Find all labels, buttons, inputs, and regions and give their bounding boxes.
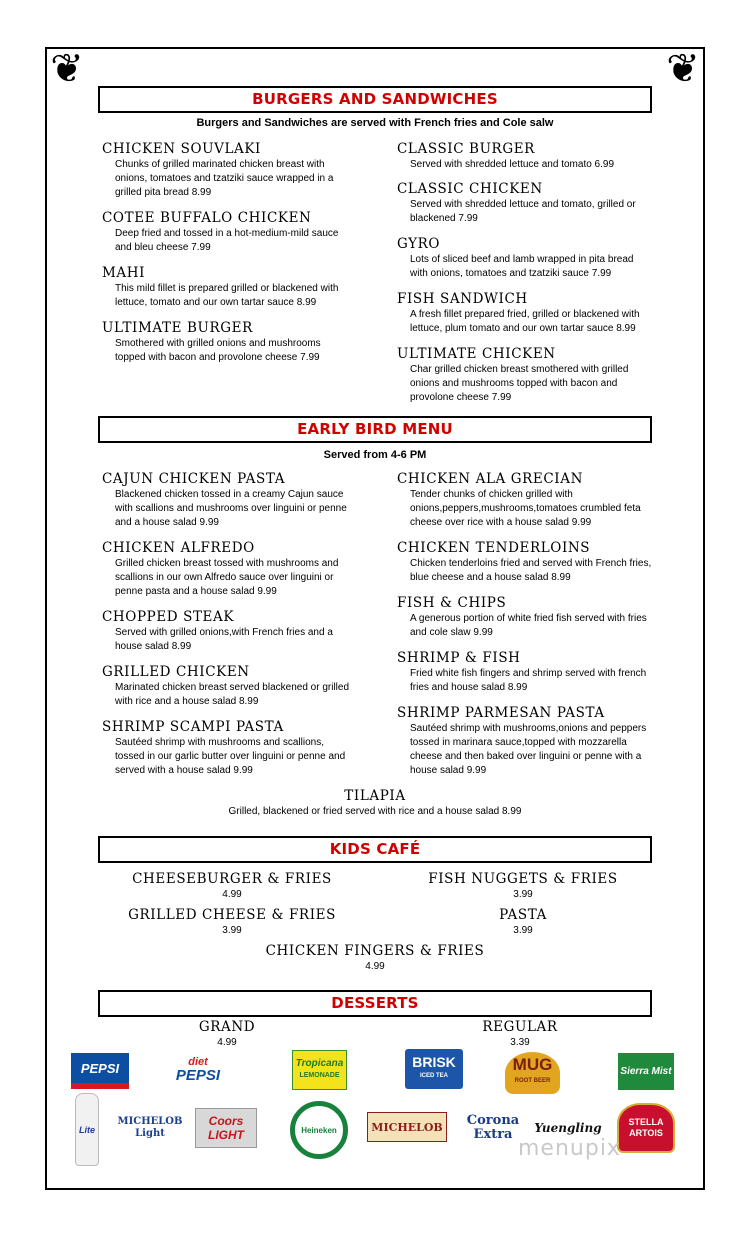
kids-item — [102, 871, 362, 902]
dessert-size — [460, 1019, 580, 1050]
coors-light-logo — [195, 1108, 257, 1148]
menu-item — [102, 664, 352, 709]
kids-item — [245, 943, 505, 974]
logo-text: diet — [188, 1056, 208, 1068]
sierra-mist-logo — [618, 1053, 674, 1090]
pepsi-logo — [71, 1053, 129, 1089]
menu-item — [397, 650, 652, 695]
kids-item — [102, 907, 362, 938]
item-name: CHEESEBURGER & FRIES — [132, 871, 332, 887]
item-description: A fresh fillet prepared fried, grilled or blackened with lettuce, plum tomato and our own tartar sauce 8.99 — [410, 309, 640, 334]
item-description: Served with shredded lettuce and tomato 6.99 — [410, 159, 615, 170]
item-description: Deep fried and tossed in a hot-medium-mild sauce and bleu cheese 7.99 — [115, 228, 339, 253]
item-name: GRILLED CHICKEN — [102, 664, 250, 680]
menu-item — [397, 540, 652, 585]
menu-item — [102, 471, 352, 530]
logo-text: STELLA ARTOIS — [628, 1117, 664, 1138]
heineken-logo — [290, 1101, 348, 1159]
watermark: menupix — [518, 1136, 621, 1161]
item-name: CAJUN CHICKEN PASTA — [102, 471, 286, 487]
item-name: CLASSIC BURGER — [397, 141, 535, 157]
tropicana-logo — [292, 1050, 347, 1090]
logo-text: Tropicana — [295, 1058, 344, 1069]
item-price: 3.99 — [513, 925, 533, 936]
item-name: CHICKEN FINGERS & FRIES — [265, 943, 485, 959]
item-description: This mild fillet is prepared grilled or blackened with lettuce, tomato and our own tartar sauce 8.99 — [115, 283, 339, 308]
menu-item-centered — [200, 788, 550, 819]
menu-item — [397, 595, 652, 640]
item-price: 4.99 — [365, 961, 385, 972]
item-name: FISH SANDWICH — [397, 291, 528, 307]
logo-text: PEPSI — [175, 1067, 221, 1084]
logo-text: MICHELOB Light — [117, 1116, 183, 1139]
section-subtitle-early-bird: Served from 4-6 PM — [323, 449, 427, 461]
item-description: Sautéed shrimp with mushrooms,onions and peppers tossed in marinara sauce,topped with mozzarella cheese and then baked over linguini or penne with a house salad 9.99 — [410, 723, 647, 776]
section-subtitle-burgers: Burgers and Sandwiches are served with French fries and Cole salw — [196, 117, 554, 129]
item-name: COTEE BUFFALO CHICKEN — [102, 210, 312, 226]
logo-text: ROOT BEER — [514, 1078, 551, 1084]
mug-root-beer-logo — [505, 1052, 560, 1094]
item-name: CHICKEN ALFREDO — [102, 540, 255, 556]
corona-extra-logo — [461, 1104, 525, 1152]
brisk-logo — [405, 1049, 463, 1089]
item-price: 3.39 — [510, 1037, 530, 1048]
item-name: SHRIMP & FISH — [397, 650, 521, 666]
michelob-logo — [367, 1112, 447, 1142]
section-title-kids: KIDS CAFÉ — [98, 836, 652, 863]
item-description: Grilled, blackened or fried served with rice and a house salad 8.99 — [228, 806, 522, 817]
menu-item — [102, 141, 347, 200]
item-description: Smothered with grilled onions and mushrooms topped with bacon and provolone cheese 7.99 — [115, 338, 321, 363]
item-description: Sautéed shrimp with mushrooms and scallions, tossed in our garlic butter over linguini or penne and served with a house salad 9.99 — [115, 737, 346, 776]
menu-item — [102, 609, 352, 654]
item-description: Blackened chicken tossed in a creamy Cajun sauce with scallions and mushrooms over linguini or penne and a house salad 9.99 — [115, 489, 347, 528]
stella-artois-logo — [617, 1103, 675, 1153]
menu-item — [397, 236, 652, 281]
menu-item — [397, 471, 652, 530]
item-description: Fried white fish fingers and shrimp served with french fries and house salad 8.99 — [410, 668, 647, 693]
item-description: Lots of sliced beef and lamb wrapped in pita bread with onions, tomatoes and tzatziki sauce 7.99 — [410, 254, 634, 279]
logo-text: Yuengling — [534, 1121, 602, 1135]
logo-text: MUG — [512, 1055, 553, 1074]
logo-text: Sierra Mist — [620, 1066, 672, 1077]
item-description: Tender chunks of chicken grilled with onions,peppers,mushrooms,tomatoes crumbled feta cheese over rice with a house salad 9.99 — [410, 489, 641, 528]
menu-item — [397, 705, 652, 778]
miller-lite-bottle-logo — [75, 1093, 99, 1166]
item-name: TILAPIA — [344, 788, 406, 804]
item-description: Marinated chicken breast served blackened or grilled with rice and a house salad 8.99 — [115, 682, 350, 707]
logo-text: Heineken — [301, 1125, 337, 1135]
kids-item — [393, 907, 653, 938]
item-price: 4.99 — [217, 1037, 237, 1048]
item-name: GYRO — [397, 236, 441, 252]
menu-item — [397, 291, 652, 336]
item-name: CHICKEN SOUVLAKI — [102, 141, 261, 157]
menu-item — [397, 346, 652, 405]
kids-item — [393, 871, 653, 902]
logo-text: ICED TEA — [419, 1073, 448, 1079]
menu-item — [102, 719, 352, 778]
logo-text: Coors LIGHT — [208, 1114, 244, 1142]
item-name: GRILLED CHEESE & FRIES — [128, 907, 336, 923]
ornament-top-left-icon: ❦ — [50, 46, 84, 92]
item-name: SHRIMP PARMESAN PASTA — [397, 705, 605, 721]
item-description: Served with shredded lettuce and tomato, grilled or blackened 7.99 — [410, 199, 636, 224]
menu-item — [397, 181, 652, 226]
item-name: REGULAR — [482, 1019, 558, 1035]
logo-text: Corona Extra — [466, 1113, 520, 1142]
item-name: FISH & CHIPS — [397, 595, 507, 611]
item-name: MAHI — [102, 265, 146, 281]
item-price: 4.99 — [222, 889, 242, 900]
item-name: GRAND — [198, 1019, 256, 1035]
section-title-early-bird: EARLY BIRD MENU — [98, 416, 652, 443]
logo-text: LEMONADE — [299, 1072, 340, 1079]
michelob-light-logo — [115, 1108, 185, 1148]
menu-item — [102, 320, 350, 365]
item-name: CHICKEN ALA GRECIAN — [397, 471, 583, 487]
menu-item — [102, 265, 350, 310]
item-name: ULTIMATE CHICKEN — [397, 346, 556, 362]
item-description: Char grilled chicken breast smothered with grilled onions and mushrooms topped with bacon and provolone cheese 7.99 — [410, 364, 629, 403]
menu-item — [102, 540, 352, 599]
logo-text: PEPSI — [80, 1060, 120, 1076]
logo-text: MICHELOB — [371, 1120, 443, 1134]
section-title-desserts: DESSERTS — [98, 990, 652, 1017]
menu-item — [102, 210, 350, 255]
item-name: PASTA — [499, 907, 547, 923]
item-name: CHOPPED STEAK — [102, 609, 235, 625]
item-name: CLASSIC CHICKEN — [397, 181, 543, 197]
ornament-top-right-icon: ❦ — [666, 46, 700, 92]
section-title-burgers: BURGERS AND SANDWICHES — [98, 86, 652, 113]
item-description: Chicken tenderloins fried and served with French fries, blue cheese and a house salad 8.99 — [410, 558, 652, 583]
item-price: 3.99 — [513, 889, 533, 900]
item-description: Served with grilled onions,with French fries and a house salad 8.99 — [115, 627, 333, 652]
item-description: A generous portion of white fried fish served with fries and cole slaw 9.99 — [410, 613, 647, 638]
item-description: Chunks of grilled marinated chicken breast with onions, tomatoes and tzatziki sauce wrapped in a grilled pita bread 8.99 — [115, 159, 334, 198]
dessert-size — [167, 1019, 287, 1050]
menu-item — [397, 141, 652, 172]
item-name: SHRIMP SCAMPI PASTA — [102, 719, 284, 735]
item-description: Grilled chicken breast tossed with mushrooms and scallions in our own Alfredo sauce over linguini or penne pasta and a house salad 9.99 — [115, 558, 339, 597]
item-name: ULTIMATE BURGER — [102, 320, 253, 336]
item-name: FISH NUGGETS & FRIES — [428, 871, 618, 887]
item-name: CHICKEN TENDERLOINS — [397, 540, 591, 556]
diet-pepsi-logo — [170, 1047, 226, 1091]
item-price: 3.99 — [222, 925, 242, 936]
logo-text: BRISK — [412, 1054, 456, 1070]
logo-text: Lite — [78, 1124, 95, 1135]
